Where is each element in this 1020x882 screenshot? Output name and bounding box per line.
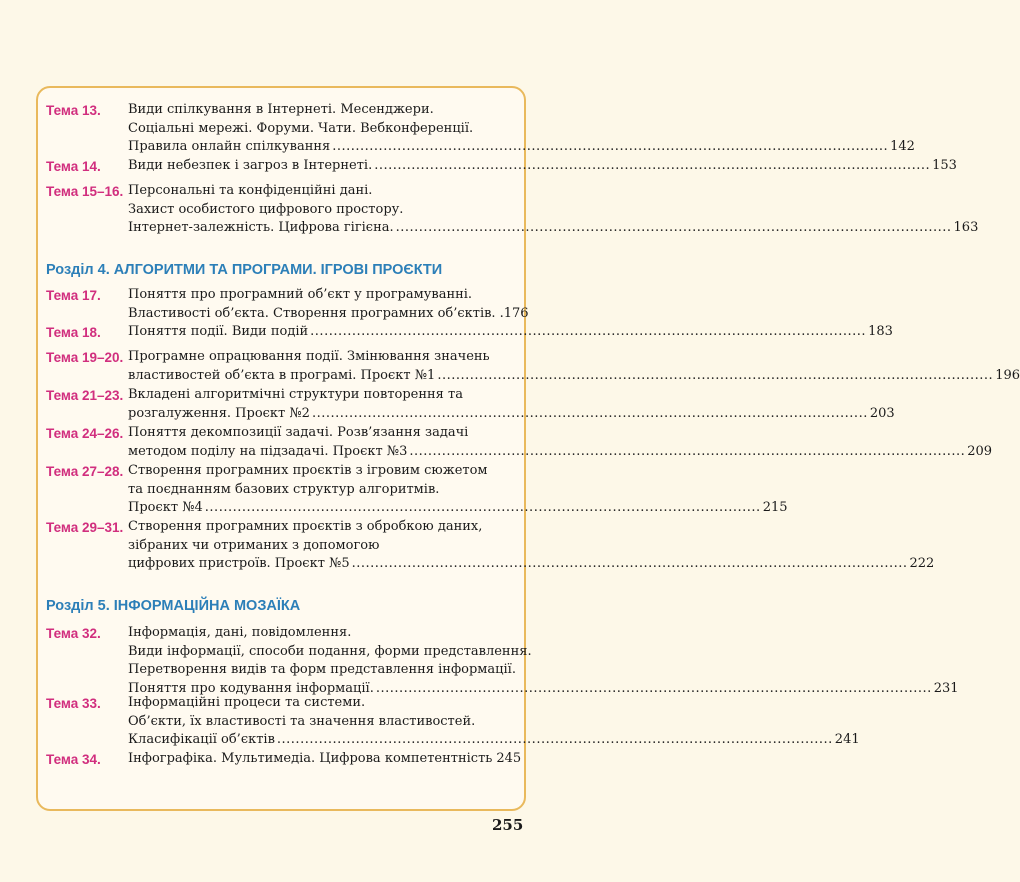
dot-leader: ........................................................................................................................ (375, 680, 932, 696)
topic-title-line: Види інформації, способи подання, форми представлення. (128, 643, 532, 659)
dot-leader: ........................................................................................................................ (204, 500, 761, 516)
page-ref: 222 (909, 556, 935, 572)
topic-title (128, 518, 935, 574)
topic-number: Тема 13. (46, 103, 101, 118)
page-ref: 241 (834, 732, 860, 748)
topic-title-last-line (128, 138, 915, 157)
topic-number: Тема 17. (46, 288, 101, 303)
topic-title-line: Перетворення видів та форм представлення інформації. (128, 662, 516, 678)
toc-entry[interactable] (46, 624, 959, 698)
topic-title (128, 750, 522, 769)
topic-number: Тема 18. (46, 325, 101, 340)
topic-title-text: Інфографіка. Мультимедіа. Цифрова компетентність (128, 751, 493, 766)
topic-title (128, 182, 979, 238)
topic-title-line: Створення програмних проєктів з ігровим сюжетом (128, 463, 488, 478)
topic-title-line: Програмне опрацювання події. Змінювання значень (128, 349, 490, 364)
topic-title (128, 386, 895, 423)
topic-title-text: Властивості об’єкта. Створення програмних об’єктів. (128, 305, 496, 321)
page-ref: 245 (496, 751, 522, 766)
topic-title-line: Інформація, дані, повідомлення. (128, 625, 352, 640)
topic-title-text: Поняття події. Види подій (128, 324, 309, 339)
toc-entry[interactable] (46, 101, 915, 157)
page-ref: 163 (953, 220, 979, 236)
topic-number: Тема 29–31. (46, 520, 124, 535)
topic-title-last-line (128, 367, 1020, 386)
topic-title-last-line (128, 219, 979, 238)
topic-title-last-line (128, 323, 893, 342)
page-ref: .176 (499, 305, 529, 321)
page-ref: 196 (995, 367, 1020, 383)
toc-entry[interactable] (46, 286, 529, 323)
dot-leader: ........................................................................................................................ (374, 158, 931, 173)
page-ref: 203 (869, 405, 895, 421)
topic-title-text: Класифікації об’єктів (128, 732, 275, 748)
topic-title-text: розгалуження. Проєкт №2 (128, 405, 310, 421)
topic-number: Тема 14. (46, 159, 101, 174)
topic-title-line: Поняття про програмний об’єкт у програмуванні. (128, 287, 473, 302)
topic-title (128, 286, 529, 323)
topic-number: Тема 19–20. (46, 350, 124, 365)
topic-title-line: Персональні та конфіденційні дані. (128, 183, 373, 198)
topic-title-last-line (128, 443, 993, 462)
section-5-heading: Розділ 5. ІНФОРМАЦІЙНА МОЗАЇКА (46, 598, 301, 614)
page-ref: 153 (932, 158, 957, 173)
topic-title-line: Створення програмних проєктів з обробкою даних, (128, 519, 483, 534)
topic-title-text: Види небезпек і загроз в Інтернеті. (128, 158, 373, 173)
topic-title-text: методом поділу на підзадачі. Проєкт №3 (128, 443, 408, 459)
dot-leader: ........................................................................................................................ (351, 556, 908, 572)
topic-title-line: Соціальні мережі. Форуми. Чати. Вебконференції. (128, 120, 474, 136)
topic-number: Тема 24–26. (46, 426, 124, 441)
topic-title-last-line (128, 555, 935, 574)
topic-title (128, 624, 959, 698)
topic-title-line: Види спілкування в Інтернеті. Месенджери. (128, 102, 434, 117)
topic-title-text: Правила онлайн спілкування (128, 139, 331, 155)
topic-title-line: Поняття декомпозиції задачі. Розв’язання задачі (128, 425, 469, 440)
dot-leader: ........................................................................................................................ (395, 220, 952, 236)
topic-title-last-line (128, 405, 895, 424)
topic-title (128, 101, 915, 157)
topic-title-line: Інформаційні процеси та системи. (128, 695, 366, 710)
toc-entry[interactable] (46, 182, 979, 238)
topic-number: Тема 15–16. (46, 184, 124, 199)
topic-number: Тема 21–23. (46, 388, 124, 403)
toc-entry[interactable] (46, 157, 957, 176)
topic-title-line: Захист особистого цифрового простору. (128, 201, 404, 217)
dot-leader: ........................................................................................................................ (276, 732, 833, 748)
dot-leader: ........................................................................................................................ (311, 405, 868, 421)
topic-title-line: Вкладені алгоритмічні структури повторення та (128, 387, 463, 402)
topic-title (128, 348, 1020, 385)
dot-leader: ........................................................................................................................ (332, 139, 889, 155)
topic-title-text: Інтернет-залежність. Цифрова гігієна. (128, 220, 394, 236)
topic-number: Тема 27–28. (46, 464, 124, 479)
page-number: 255 (492, 816, 524, 834)
topic-title-line: та поєднанням базових структур алгоритмів. (128, 481, 440, 497)
topic-title-text: Поняття про кодування інформації. (128, 680, 374, 696)
topic-title-last-line (128, 305, 529, 324)
toc-entry[interactable] (46, 323, 893, 342)
topic-title-last-line (128, 499, 788, 518)
page-ref: 142 (890, 139, 915, 155)
page-ref: 209 (967, 443, 993, 459)
topic-number: Тема 32. (46, 626, 101, 641)
topic-title (128, 462, 788, 518)
page-ref: 231 (933, 680, 959, 696)
toc-entry[interactable] (46, 462, 788, 518)
toc-entry[interactable] (46, 518, 935, 574)
topic-title-line: Об’єкти, їх властивості та значення властивостей. (128, 713, 476, 729)
topic-number: Тема 33. (46, 696, 101, 711)
topic-title-last-line (128, 731, 860, 750)
topic-title-last-line (128, 157, 957, 176)
toc-entry[interactable] (46, 694, 860, 750)
section-4-heading: Розділ 4. АЛГОРИТМИ ТА ПРОГРАМИ. ІГРОВІ ПРОЄКТИ (46, 262, 443, 278)
toc-entry[interactable] (46, 348, 1020, 385)
topic-title-last-line (128, 750, 522, 769)
topic-title-text: Проєкт №4 (128, 500, 203, 516)
topic-title (128, 157, 957, 176)
page-ref: 183 (868, 324, 893, 339)
topic-title (128, 424, 993, 461)
dot-leader: ........................................................................................................................ (409, 443, 966, 459)
page-ref: 215 (762, 500, 788, 516)
toc-entry[interactable] (46, 386, 895, 423)
topic-title-line: зібраних чи отриманих з допомогою (128, 537, 380, 553)
dot-leader: ........................................................................................................................ (437, 367, 994, 383)
topic-title (128, 694, 860, 750)
toc-entry[interactable] (46, 750, 522, 769)
topic-title (128, 323, 893, 342)
topic-title-text: властивостей об’єкта в програмі. Проєкт №1 (128, 367, 436, 383)
topic-number: Тема 34. (46, 752, 101, 767)
toc-entry[interactable] (46, 424, 993, 461)
dot-leader: ........................................................................................................................ (310, 324, 867, 339)
topic-title-text: цифрових пристроїв. Проєкт №5 (128, 556, 350, 572)
